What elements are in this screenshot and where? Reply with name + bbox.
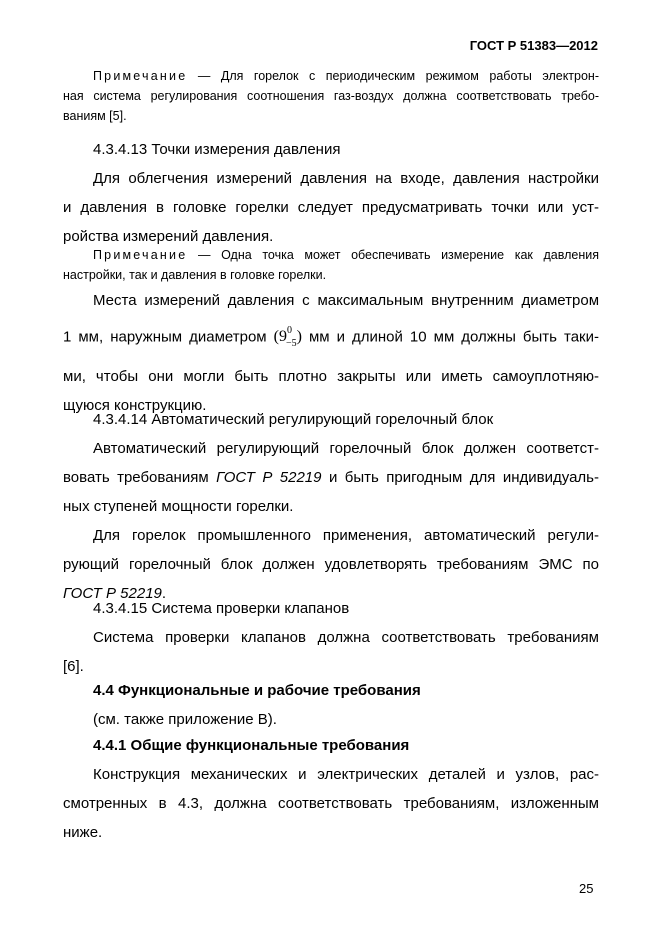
note-2: Примечание — Одна точка может обеспечивать измерение как давления настройки, так и давления в головке горелки. (63, 248, 599, 282)
document-header: ГОСТ Р 51383—2012 (469, 38, 598, 53)
section-4-3-4-15: 4.3.4.15 Система проверки клапанов Система проверки клапанов должна соответствовать требованиям [6]. (63, 594, 599, 681)
tolerance-formula: $(9^0_{-5})$ (273, 325, 302, 349)
section-heading: 4.4 Функциональные и рабочие требования (93, 682, 421, 699)
note-1: Примечание — Для горелок с периодическим режимом работы электрон- ная система регулирования соотношения газ-воздух должна соответствовать требо- ваниям [5]. (63, 69, 599, 123)
page-number: 25 (579, 881, 594, 896)
note-label: Примечание (93, 69, 188, 83)
section-heading: 4.4.1 Общие функциональные требования (93, 737, 410, 754)
section-heading: 4.3.4.14 Автоматический регулирующий горелочный блок (93, 411, 494, 428)
section-4-3-4-14: 4.3.4.14 Автоматический регулирующий горелочный блок Автоматический регулирующий горелочный блок должен соответст- вовать требованиям ГОСТ Р 52219 и быть пригодным для индивидуаль- ных ступеней мощности горелки. Для горелок промышленного применения, автоматический регули- рующий горелочный блок должен удовлетворять требованиям ЭМС по ГОСТ Р 52219. (63, 405, 599, 608)
section-4-4: 4.4 Функциональные и рабочие требования (см. также приложение В). (63, 676, 599, 734)
standard-reference: ГОСТ Р 52219 (63, 585, 162, 602)
section-heading: 4.3.4.13 Точки измерения давления (93, 141, 341, 158)
standard-reference: ГОСТ Р 52219 (216, 469, 322, 486)
section-heading: 4.3.4.15 Система проверки клапанов (93, 600, 350, 617)
note-label: Примечание (93, 248, 188, 262)
section-4-4-1: 4.4.1 Общие функциональные требования Конструкция механических и электрических деталей и узлов, рас- смотренных в 4.3, должна соответствовать требованиям, изложенным ниже. (63, 731, 599, 847)
paragraph-measurements: Места измерений давления с максимальным внутренним диаметром 1 мм, наружным диаметром $(9^0_{-5})$ мм и длиной 10 мм должны быть таки- ми, чтобы они могли быть плотно закрыты или иметь самоуплотняю- щуюся конструкцию. (63, 292, 599, 414)
section-4-3-4-13: 4.3.4.13 Точки измерения давления Для облегчения измерений давления на входе, давления настройки и давления в головке горелки следует предусматривать точки или уст- ройства измерений давления. (63, 135, 599, 251)
